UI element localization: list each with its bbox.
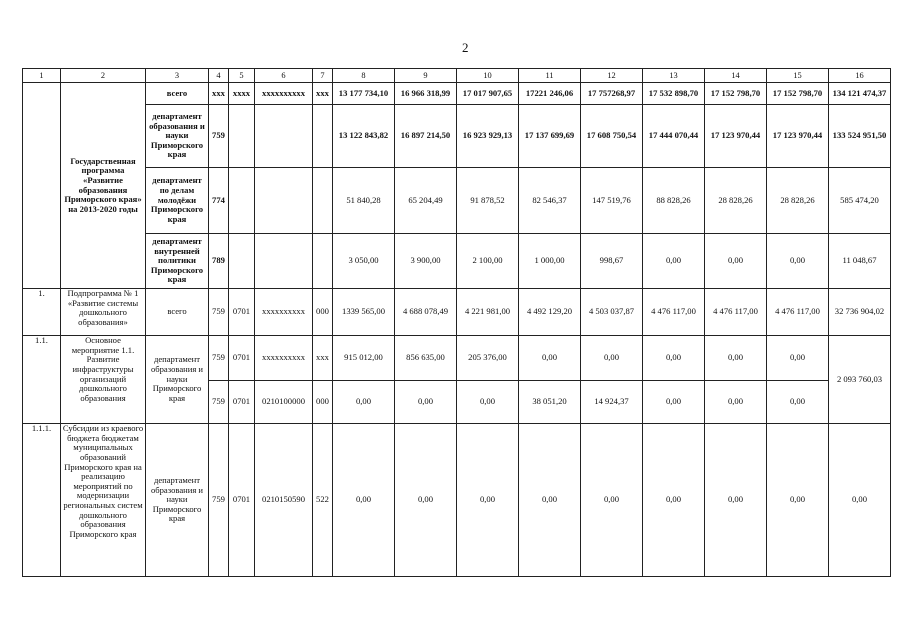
- value-cell: 16 966 318,99: [395, 83, 457, 105]
- value-cell: 4 492 129,20: [519, 289, 581, 336]
- code-cell: ххх: [313, 336, 333, 381]
- header-cell: 13: [643, 69, 705, 83]
- value-cell: 4 503 037,87: [581, 289, 643, 336]
- executor-cell: департамент по делам молодёжи Приморского края: [146, 168, 209, 234]
- table-row: [23, 168, 891, 234]
- event-name: Основное мероприятие 1.1. Развитие инфраструктуры организаций дошкольного образования: [61, 336, 146, 424]
- value-cell: 0,00: [333, 424, 395, 577]
- code-cell: 759: [209, 336, 229, 381]
- code-cell: 759: [209, 424, 229, 577]
- code-cell: [313, 105, 333, 168]
- value-cell: 82 546,37: [519, 168, 581, 234]
- code-cell: хххххххххх: [255, 289, 313, 336]
- value-cell: 17 608 750,54: [581, 105, 643, 168]
- value-cell: 585 474,20: [829, 168, 891, 234]
- code-cell: [313, 234, 333, 289]
- code-cell: 759: [209, 289, 229, 336]
- value-cell: 17 137 699,69: [519, 105, 581, 168]
- row-number: 1.: [23, 289, 61, 336]
- code-cell: 000: [313, 289, 333, 336]
- value-cell: 0,00: [519, 336, 581, 381]
- executor-cell: департамент образования и науки Приморского края: [146, 105, 209, 168]
- code-cell: [229, 105, 255, 168]
- value-cell: 0,00: [767, 381, 829, 424]
- code-cell: 759: [209, 105, 229, 168]
- value-cell: 13 122 843,82: [333, 105, 395, 168]
- value-cell: 4 476 117,00: [705, 289, 767, 336]
- value-cell: 17 532 898,70: [643, 83, 705, 105]
- value-cell: 0,00: [767, 336, 829, 381]
- value-cell: 17 152 798,70: [767, 83, 829, 105]
- row-number: 1.1.1.: [23, 424, 61, 577]
- header-cell: 8: [333, 69, 395, 83]
- row-number: 1.1.: [23, 336, 61, 424]
- executor-cell: департамент образования и науки Приморского края: [146, 336, 209, 424]
- code-cell: [229, 168, 255, 234]
- value-cell: 147 519,76: [581, 168, 643, 234]
- value-cell: 65 204,49: [395, 168, 457, 234]
- header-cell: 12: [581, 69, 643, 83]
- code-cell: 000: [313, 381, 333, 424]
- header-cell: 4: [209, 69, 229, 83]
- value-cell: 4 688 078,49: [395, 289, 457, 336]
- value-cell: 856 635,00: [395, 336, 457, 381]
- value-cell: 28 828,26: [767, 168, 829, 234]
- executor-cell: департамент образования и науки Приморского края: [146, 424, 209, 577]
- code-cell: [255, 234, 313, 289]
- value-cell: 133 524 951,50: [829, 105, 891, 168]
- code-cell: 0210100000: [255, 381, 313, 424]
- value-cell: 28 828,26: [705, 168, 767, 234]
- value-cell: 0,00: [457, 381, 519, 424]
- value-cell: 0,00: [395, 424, 457, 577]
- program-name: Государственная программа «Развитие образования Приморского края» на 2013-2020 годы: [61, 83, 146, 289]
- value-cell: 16 897 214,50: [395, 105, 457, 168]
- value-cell: 14 924,37: [581, 381, 643, 424]
- table-row: [23, 289, 891, 336]
- value-cell: 11 048,67: [829, 234, 891, 289]
- header-cell: 14: [705, 69, 767, 83]
- event-name: Субсидии из краевого бюджета бюджетам муниципальных образований Приморского края на реализацию мероприятий по модернизации региональных систем дошкольного образования Приморского края: [61, 424, 146, 577]
- code-cell: 759: [209, 381, 229, 424]
- page-number: 2: [462, 40, 469, 55]
- value-cell: 17 757268,97: [581, 83, 643, 105]
- value-cell: 17 123 970,44: [705, 105, 767, 168]
- code-cell: хххх: [229, 83, 255, 105]
- value-cell: 13 177 734,10: [333, 83, 395, 105]
- value-cell: 0,00: [705, 381, 767, 424]
- value-cell: 998,67: [581, 234, 643, 289]
- value-cell: 0,00: [705, 234, 767, 289]
- code-cell: ххх: [209, 83, 229, 105]
- header-cell: 7: [313, 69, 333, 83]
- budget-table: [22, 68, 891, 577]
- header-cell: 15: [767, 69, 829, 83]
- value-cell: 0,00: [581, 336, 643, 381]
- value-cell: 0,00: [705, 336, 767, 381]
- code-cell: 0701: [229, 424, 255, 577]
- header-cell: 2: [61, 69, 146, 83]
- header-cell: 1: [23, 69, 61, 83]
- value-cell: 0,00: [457, 424, 519, 577]
- value-cell: 38 051,20: [519, 381, 581, 424]
- value-cell: 32 736 904,02: [829, 289, 891, 336]
- code-cell: 0701: [229, 381, 255, 424]
- value-cell: 4 221 981,00: [457, 289, 519, 336]
- value-cell: 0,00: [581, 424, 643, 577]
- header-cell: 11: [519, 69, 581, 83]
- code-cell: [255, 168, 313, 234]
- value-cell: 17 152 798,70: [705, 83, 767, 105]
- value-cell: 4 476 117,00: [767, 289, 829, 336]
- code-cell: 522: [313, 424, 333, 577]
- value-cell: 51 840,28: [333, 168, 395, 234]
- value-cell: 0,00: [643, 424, 705, 577]
- value-cell: 0,00: [767, 424, 829, 577]
- code-cell: 0701: [229, 336, 255, 381]
- value-cell: 17 123 970,44: [767, 105, 829, 168]
- table-row: [23, 105, 891, 168]
- subprogram-name: Подпрограмма № 1 «Развитие системы дошкольного образования»: [61, 289, 146, 336]
- value-cell: 0,00: [643, 381, 705, 424]
- value-cell: 134 121 474,37: [829, 83, 891, 105]
- code-cell: 774: [209, 168, 229, 234]
- value-cell: 17 017 907,65: [457, 83, 519, 105]
- code-cell: 789: [209, 234, 229, 289]
- table-row: [23, 336, 891, 381]
- value-cell: 915 012,00: [333, 336, 395, 381]
- table-row: [23, 234, 891, 289]
- value-cell: 4 476 117,00: [643, 289, 705, 336]
- value-cell: 1 000,00: [519, 234, 581, 289]
- code-cell: [255, 105, 313, 168]
- value-cell: 0,00: [643, 234, 705, 289]
- table-row: [23, 83, 891, 105]
- value-cell: 0,00: [767, 234, 829, 289]
- value-cell: 91 878,52: [457, 168, 519, 234]
- value-cell: 0,00: [395, 381, 457, 424]
- code-cell: [313, 168, 333, 234]
- header-cell: 3: [146, 69, 209, 83]
- code-cell: хххххххххх: [255, 83, 313, 105]
- header-cell: 16: [829, 69, 891, 83]
- header-cell: 5: [229, 69, 255, 83]
- executor-cell: всего: [146, 289, 209, 336]
- code-cell: 0701: [229, 289, 255, 336]
- value-cell: 2 100,00: [457, 234, 519, 289]
- value-cell: 88 828,26: [643, 168, 705, 234]
- total-cell: 2 093 760,03: [829, 336, 891, 424]
- table-row: [23, 424, 891, 577]
- value-cell: 0,00: [705, 424, 767, 577]
- value-cell: 0,00: [643, 336, 705, 381]
- value-cell: 0,00: [829, 424, 891, 577]
- code-cell: 0210150590: [255, 424, 313, 577]
- header-cell: 9: [395, 69, 457, 83]
- value-cell: 16 923 929,13: [457, 105, 519, 168]
- value-cell: 17221 246,06: [519, 83, 581, 105]
- value-cell: 0,00: [333, 381, 395, 424]
- executor-cell: департамент внутренней политики Приморского края: [146, 234, 209, 289]
- executor-cell: всего: [146, 83, 209, 105]
- value-cell: 17 444 070,44: [643, 105, 705, 168]
- header-row: [23, 69, 891, 83]
- value-cell: 1339 565,00: [333, 289, 395, 336]
- code-cell: ххх: [313, 83, 333, 105]
- value-cell: 205 376,00: [457, 336, 519, 381]
- header-cell: 10: [457, 69, 519, 83]
- code-cell: хххххххххх: [255, 336, 313, 381]
- header-cell: 6: [255, 69, 313, 83]
- value-cell: 3 050,00: [333, 234, 395, 289]
- program-number-cell: [23, 83, 61, 289]
- code-cell: [229, 234, 255, 289]
- value-cell: 0,00: [519, 424, 581, 577]
- value-cell: 3 900,00: [395, 234, 457, 289]
